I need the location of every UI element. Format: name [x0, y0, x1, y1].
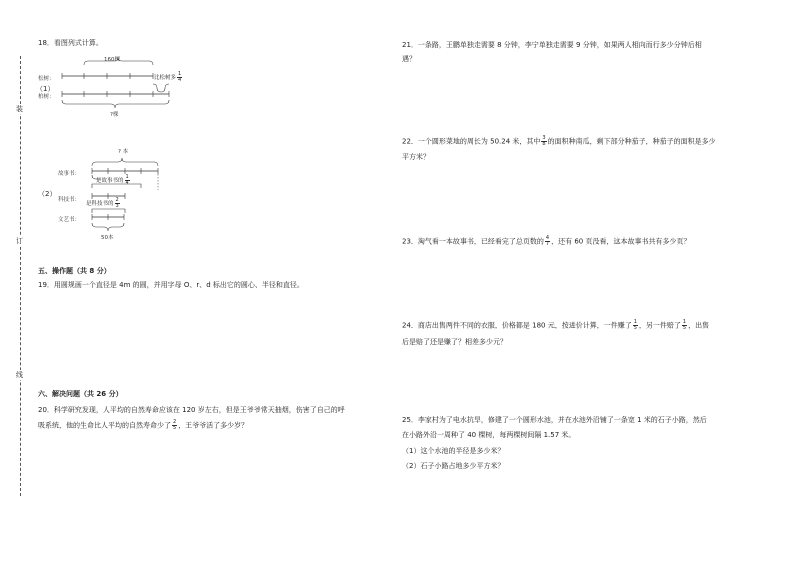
q18-diagram-2-svg: [38, 144, 198, 244]
q18-p2-tag: （2）: [38, 190, 57, 198]
q18-title: 18．看图列式计算。: [38, 39, 103, 47]
section-5-title: 五、操作题（共 8 分）: [38, 267, 111, 275]
pine-label: 松树：: [38, 76, 55, 82]
q25-sub-1: （1）这个水池的半径是多少米？: [402, 447, 505, 455]
brace-story-top: [92, 158, 158, 166]
pine-total-label: 160棵: [104, 57, 120, 63]
more-text: 比松树多: [154, 75, 177, 81]
q22-fraction: $\frac{3}{8}$: [542, 135, 546, 147]
cypress-label: 柏树：: [38, 94, 55, 100]
binding-line: [20, 56, 21, 496]
q25-sub-2: （2）石子小路占地多少平方米？: [402, 462, 505, 470]
story-note: [96, 175, 131, 186]
q25-line-1: 25．李家村为了电水抗旱，修建了一个圆形水池，并在水池外沿铺了一条宽 1 米的石子小路，然后: [402, 416, 707, 424]
more-fraction: $\frac{1}{4}$: [178, 71, 182, 83]
q23-a: 23．淘气看一本故事书，已经看完了总页数的: [402, 237, 544, 246]
science-note-fraction: $\frac{2}{3}$: [115, 197, 119, 209]
story-note-text: 是故事书的: [96, 178, 124, 184]
q23-fraction: $\frac{4}{7}$: [545, 235, 550, 247]
story-note-fraction: $\frac{1}{4}$: [125, 174, 129, 186]
q20-line-1: 20．科学研究发现，人平均的自然寿命应该在 120 岁左右，但是王爷爷常天抽烟，伤害了自己的呼: [38, 406, 345, 414]
binding-char-ding: 订: [16, 237, 23, 245]
q19-text: 19．用圆规画一个直径是 4m 的圆，并用字母 O、r、d 标出它的圆心、半径和直径。: [38, 281, 304, 289]
literature-value: 50本: [101, 235, 114, 241]
q24-line-1-c: ，出售: [688, 321, 710, 330]
brace-more: [153, 84, 169, 92]
literature-label: 文艺书：: [58, 217, 81, 223]
q18-diagram-1-svg: [38, 50, 198, 120]
q21-line-1: 21．一条路，王鹏单独走需要 8 分钟，李宁单独走需要 9 分钟，如果两人相向而行多少分钟后相: [402, 41, 702, 49]
story-total-label: ? 本: [118, 149, 129, 155]
binding-char-zhuang: 装: [16, 105, 23, 113]
science-note-text: 是科技书的: [86, 201, 114, 207]
q22-line-2: 平方米？: [402, 153, 430, 161]
science-label: 科技书：: [58, 197, 81, 203]
q18-p1-tag: （1）: [36, 85, 55, 93]
q25-line-2: 在小路外沿一周种了 40 棵树，每两棵树间隔 1.57 米。: [402, 431, 576, 439]
q24-line-1-a: 24．商店出售两件不同的衣服，价格都是 180 元，按进价计算，一件赚了: [402, 321, 632, 330]
q24-fraction-1: $\frac{1}{5}$: [633, 319, 637, 331]
q20-line-2: [38, 420, 248, 431]
q18-diagram-2: [38, 144, 198, 244]
brace-literature-bottom: [92, 223, 124, 231]
q24-line-1-b: ，另一件赔了: [638, 321, 681, 330]
q22-line-1: [402, 136, 716, 147]
more-note: [154, 72, 183, 83]
q24-line-2: 后是赔了还是赚了？相差多少元？: [402, 338, 507, 346]
q23-line: [402, 236, 690, 247]
q18-diagram-1: [38, 50, 198, 120]
q24-line-1: [402, 320, 709, 331]
story-label: 故事书：: [58, 171, 81, 177]
q20-fraction: $\frac{2}{5}$: [173, 419, 177, 431]
cypress-question: ?棵: [110, 112, 119, 118]
q20-line-2-a: 吸系统，他的生命比人平均的自然寿命少了: [38, 421, 171, 430]
q23-b: ，还有 60 页没看，这本故事书共有多少页？: [551, 237, 691, 246]
q24-fraction-2: $\frac{1}{5}$: [682, 319, 687, 331]
brace-bottom: [62, 100, 169, 108]
bracket-science-part: [92, 209, 125, 213]
q21-line-2: 遇？: [402, 55, 416, 63]
binding-char-xian: 线: [16, 371, 23, 379]
q20-line-2-b: ，王爷爷活了多少岁？: [178, 421, 249, 430]
science-note: [86, 198, 121, 209]
q22-line-1-b: 的面积种南瓜，剩下部分种茄子，种茄子的面积是多少: [547, 137, 716, 146]
q22-line-1-a: 22．一个圆形菜地的周长为 50.24 米，其中: [402, 137, 541, 146]
section-6-title: 六、解决问题（共 26 分）: [38, 390, 123, 398]
